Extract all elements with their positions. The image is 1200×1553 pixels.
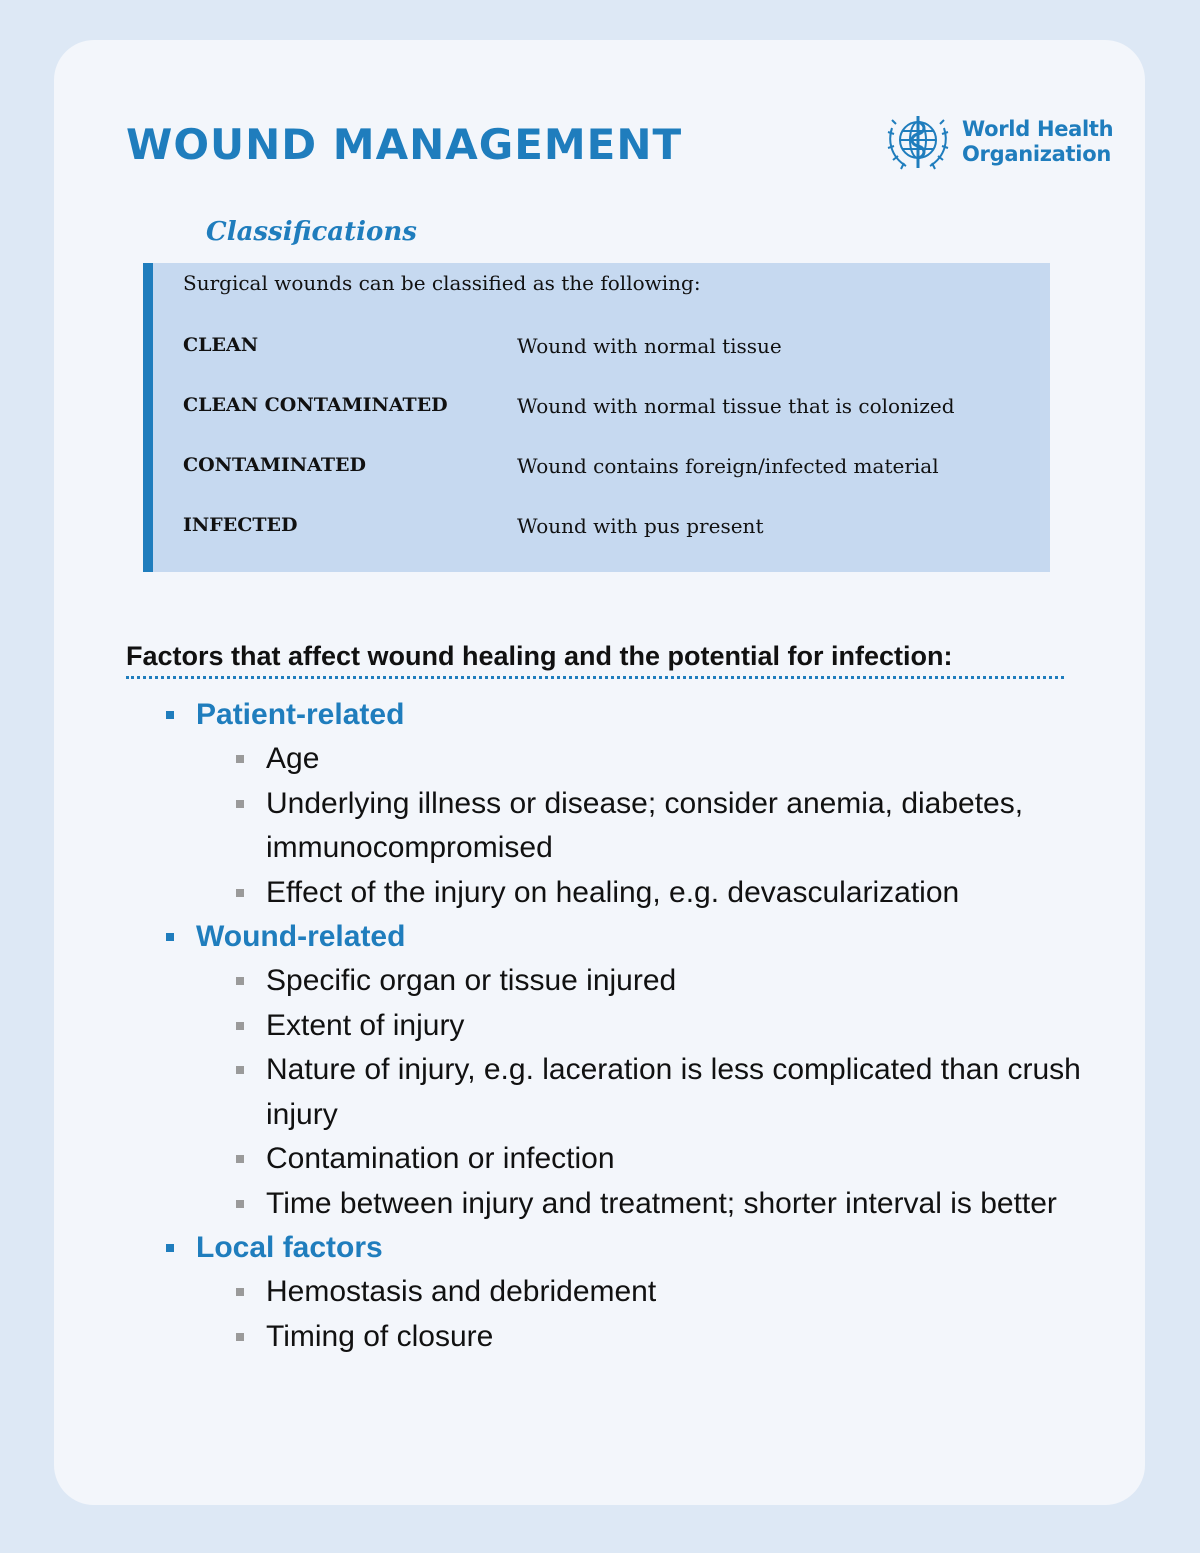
square-bullet-icon [236, 889, 244, 897]
list-item-text: Specific organ or tissue injured [266, 964, 677, 997]
list-item [160, 871, 1120, 916]
page-title: WOUND MANAGEMENT [126, 120, 683, 169]
factor-category-wound [160, 915, 1120, 1226]
list-item [160, 782, 1086, 871]
square-bullet-icon [236, 755, 244, 763]
factor-category-local [160, 1226, 1120, 1359]
classification-term: CONTAMINATED [183, 454, 366, 476]
who-emblem-icon [880, 106, 956, 178]
square-bullet-icon [236, 1155, 244, 1163]
square-bullet-icon [236, 800, 244, 808]
classification-row [183, 394, 1043, 424]
classification-definition: Wound with normal tissue [517, 334, 782, 358]
square-bullet-icon [236, 1200, 244, 1208]
list-item-text: Underlying illness or disease; consider anemia, diabetes, immunocompromised [266, 786, 1024, 864]
list-item-text: Nature of injury, e.g. laceration is less complicated than crush injury [266, 1053, 1081, 1131]
list-item-text: Age [266, 742, 320, 775]
list-item [160, 1315, 1120, 1360]
factors-heading: Factors that affect wound healing and the potential for infection: [126, 641, 1064, 679]
square-bullet-icon [236, 1066, 244, 1074]
square-bullet-icon [166, 933, 174, 941]
list-item [160, 737, 1120, 782]
square-bullet-icon [236, 1333, 244, 1341]
list-item [160, 1137, 1120, 1182]
who-logo-text [962, 117, 1113, 167]
classification-term: CLEAN CONTAMINATED [183, 394, 448, 416]
classification-row [183, 334, 1043, 364]
classification-definition: Wound with normal tissue that is colonized [517, 394, 955, 418]
factor-sublist [160, 959, 1120, 1226]
factor-category-patient [160, 693, 1120, 915]
square-bullet-icon [236, 1288, 244, 1296]
factor-sublist [160, 737, 1120, 915]
classification-term: CLEAN [183, 334, 259, 356]
classification-row [183, 454, 1043, 484]
square-bullet-icon [166, 711, 174, 719]
list-item [160, 1004, 1120, 1049]
list-item [160, 959, 1120, 1004]
square-bullet-icon [236, 1022, 244, 1030]
who-logo-line2: Organization [962, 142, 1111, 166]
list-item-text: Contamination or infection [266, 1142, 615, 1175]
classification-definition: Wound with pus present [517, 514, 764, 538]
list-item-text: Time between injury and treatment; shorter interval is better [266, 1186, 1057, 1220]
square-bullet-icon [236, 977, 244, 985]
classifications-box [143, 263, 1050, 572]
list-item-text: Timing of closure [266, 1319, 494, 1353]
factor-sublist [160, 1270, 1120, 1359]
list-item-text: Effect of the injury on healing, e.g. devascularization [266, 875, 960, 909]
list-item-text: Hemostasis and debridement [266, 1275, 657, 1308]
who-logo [880, 106, 1113, 178]
square-bullet-icon [166, 1244, 174, 1252]
list-item-text: Extent of injury [266, 1008, 465, 1042]
factors-list [160, 693, 1120, 1359]
factor-category-label: Wound-related [196, 920, 406, 953]
list-item [160, 1048, 1116, 1137]
classification-row [183, 514, 1043, 544]
factor-category-label: Patient-related [196, 698, 405, 731]
who-logo-line1: World Health [962, 117, 1114, 141]
classifications-intro: Surgical wounds can be classified as the following: [183, 271, 701, 295]
list-item [160, 1270, 1120, 1315]
list-item [160, 1182, 1120, 1227]
classification-term: INFECTED [183, 514, 298, 536]
classifications-heading: Classifications [206, 217, 417, 247]
factor-category-label: Local factors [196, 1231, 383, 1264]
classification-definition: Wound contains foreign/infected material [517, 454, 939, 478]
